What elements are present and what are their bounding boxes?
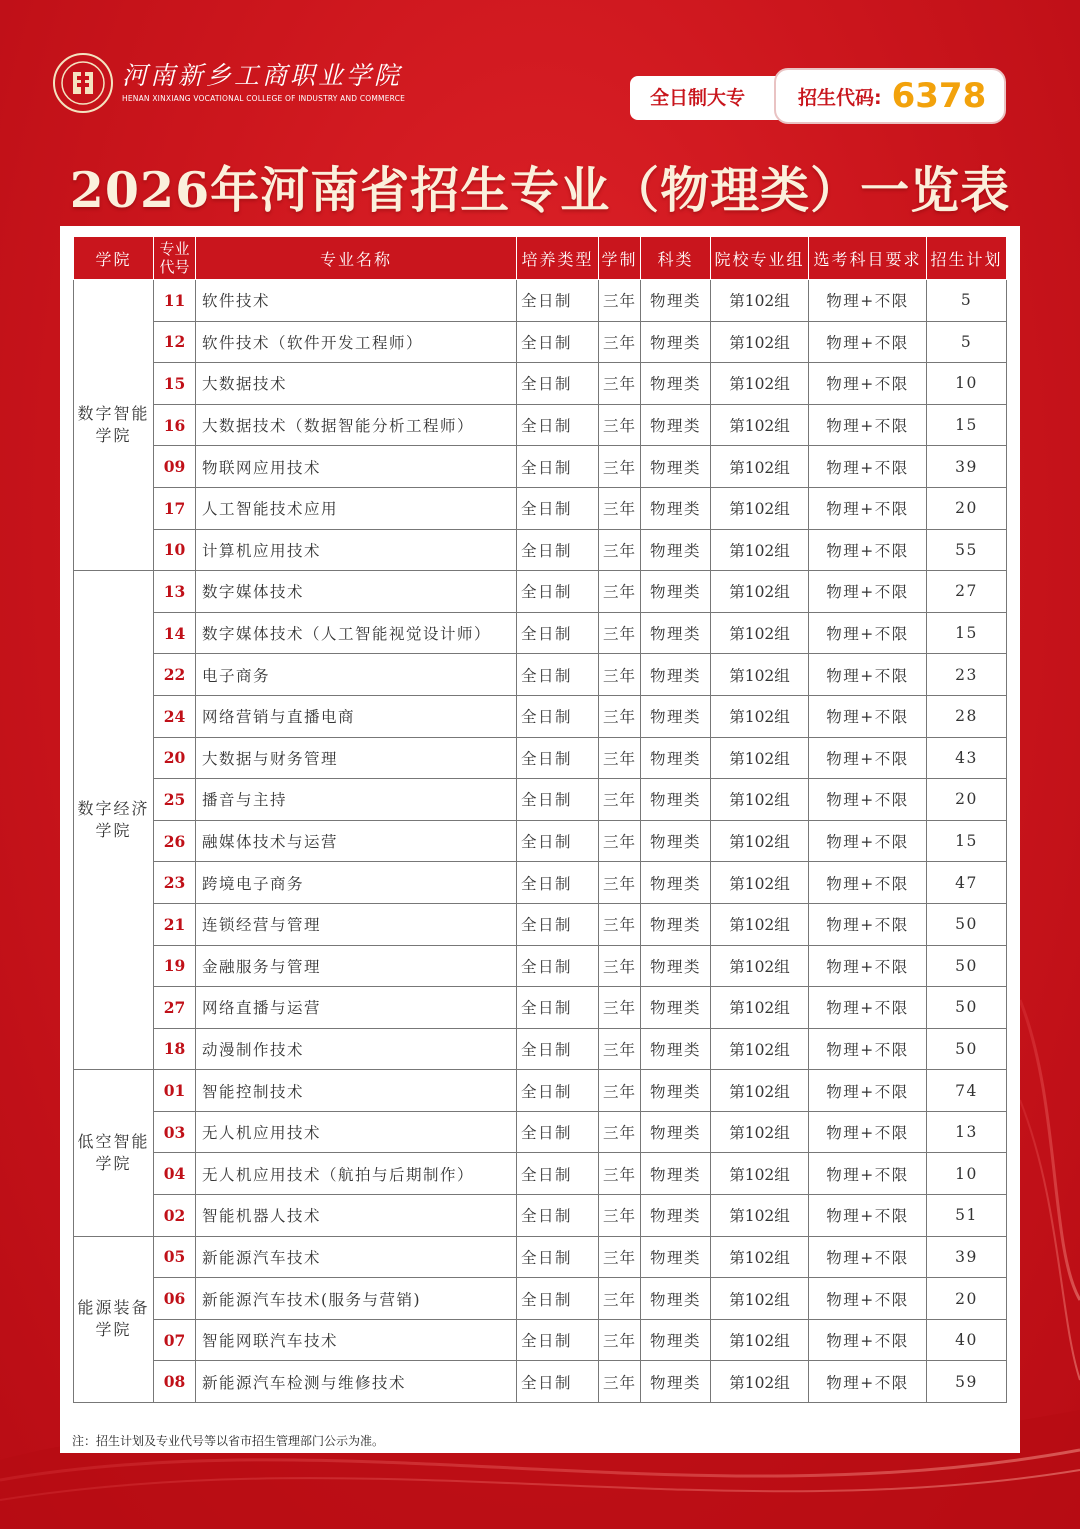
major-name-cell: 连锁经营与管理 [196,903,517,945]
duration-cell: 三年 [599,487,641,529]
subject-requirement-cell: 物理+不限 [809,1028,927,1070]
major-group-cell: 第102组 [711,1361,809,1403]
major-code-cell: 16 [154,404,196,446]
subject-category-cell: 物理类 [641,404,711,446]
major-code-cell: 05 [154,1236,196,1278]
major-group-cell: 第102组 [711,862,809,904]
subject-category-cell: 物理类 [641,903,711,945]
duration-cell: 三年 [599,280,641,322]
major-code-cell: 19 [154,945,196,987]
enrollment-plan-cell: 20 [927,779,1007,821]
subject-requirement-cell: 物理+不限 [809,487,927,529]
enrollment-plan-cell: 74 [927,1070,1007,1112]
major-code-cell: 08 [154,1361,196,1403]
subject-requirement-cell: 物理+不限 [809,446,927,488]
table-row [74,571,1007,613]
subject-category-cell: 物理类 [641,945,711,987]
subject-requirement-cell: 物理+不限 [809,1153,927,1195]
major-code-cell: 13 [154,571,196,613]
major-name-cell: 智能网联汽车技术 [196,1319,517,1361]
major-group-cell: 第102组 [711,695,809,737]
subject-requirement-cell: 物理+不限 [809,695,927,737]
major-group-cell: 第102组 [711,945,809,987]
subject-category-cell: 物理类 [641,1070,711,1112]
major-name-cell: 计算机应用技术 [196,529,517,571]
training-type-cell: 全日制 [517,529,599,571]
major-group-cell: 第102组 [711,1070,809,1112]
subject-category-cell: 物理类 [641,1153,711,1195]
major-code-cell: 23 [154,862,196,904]
table-row [74,695,1007,737]
major-group-cell: 第102组 [711,1111,809,1153]
table-row [74,1319,1007,1361]
major-name-cell: 智能控制技术 [196,1070,517,1112]
major-code-cell: 01 [154,1070,196,1112]
major-code-cell: 20 [154,737,196,779]
major-code-cell: 17 [154,487,196,529]
duration-cell: 三年 [599,612,641,654]
majors-table [73,236,1007,1403]
enrollment-plan-cell: 39 [927,1236,1007,1278]
table-panel [60,226,1020,1453]
training-type-cell: 全日制 [517,1195,599,1237]
subject-requirement-cell: 物理+不限 [809,862,927,904]
subject-requirement-cell: 物理+不限 [809,404,927,446]
major-name-cell: 数字媒体技术 [196,571,517,613]
column-header: 学制 [599,237,641,280]
subject-category-cell: 物理类 [641,529,711,571]
subject-category-cell: 物理类 [641,1111,711,1153]
duration-cell: 三年 [599,363,641,405]
enrollment-plan-cell: 27 [927,571,1007,613]
major-code-cell: 02 [154,1195,196,1237]
subject-requirement-cell: 物理+不限 [809,1070,927,1112]
subject-requirement-cell: 物理+不限 [809,903,927,945]
major-code-cell: 21 [154,903,196,945]
major-code-cell: 14 [154,612,196,654]
training-type-cell: 全日制 [517,1319,599,1361]
college-cell: 低空智能 学院 [74,1070,154,1236]
major-name-cell: 物联网应用技术 [196,446,517,488]
major-name-cell: 软件技术（软件开发工程师） [196,321,517,363]
subject-category-cell: 物理类 [641,280,711,322]
duration-cell: 三年 [599,820,641,862]
subject-category-cell: 物理类 [641,1319,711,1361]
major-group-cell: 第102组 [711,487,809,529]
major-group-cell: 第102组 [711,363,809,405]
major-code-cell: 10 [154,529,196,571]
enrollment-plan-cell: 39 [927,446,1007,488]
major-group-cell: 第102组 [711,903,809,945]
major-name-cell: 智能机器人技术 [196,1195,517,1237]
training-type-cell: 全日制 [517,1278,599,1320]
major-name-cell: 网络营销与直播电商 [196,695,517,737]
training-type-cell: 全日制 [517,612,599,654]
training-type-cell: 全日制 [517,363,599,405]
subject-requirement-cell: 物理+不限 [809,737,927,779]
table-row [74,404,1007,446]
table-header-row [74,237,1007,280]
major-code-cell: 11 [154,280,196,322]
subject-category-cell: 物理类 [641,487,711,529]
major-name-cell: 融媒体技术与运营 [196,820,517,862]
enrollment-plan-cell: 5 [927,280,1007,322]
school-name-cn: 河南新乡工商职业学院 [122,61,403,90]
subject-category-cell: 物理类 [641,1278,711,1320]
table-row [74,1361,1007,1403]
major-group-cell: 第102组 [711,529,809,571]
major-group-cell: 第102组 [711,779,809,821]
subject-requirement-cell: 物理+不限 [809,321,927,363]
duration-cell: 三年 [599,529,641,571]
college-logo-icon [52,52,114,114]
duration-cell: 三年 [599,1111,641,1153]
enrollment-type-badge: 全日制大专 [630,76,830,120]
major-group-cell: 第102组 [711,404,809,446]
major-name-cell: 大数据与财务管理 [196,737,517,779]
major-group-cell: 第102组 [711,1153,809,1195]
major-name-cell: 大数据技术 [196,363,517,405]
column-header: 专业名称 [196,237,517,280]
duration-cell: 三年 [599,1195,641,1237]
subject-requirement-cell: 物理+不限 [809,654,927,696]
subject-category-cell: 物理类 [641,737,711,779]
duration-cell: 三年 [599,571,641,613]
subject-category-cell: 物理类 [641,862,711,904]
training-type-cell: 全日制 [517,945,599,987]
subject-requirement-cell: 物理+不限 [809,945,927,987]
training-type-cell: 全日制 [517,1153,599,1195]
training-type-cell: 全日制 [517,1111,599,1153]
subject-category-cell: 物理类 [641,1195,711,1237]
enrollment-plan-cell: 47 [927,862,1007,904]
table-row [74,903,1007,945]
table-row [74,1070,1007,1112]
column-header: 院校专业组 [711,237,809,280]
training-type-cell: 全日制 [517,1070,599,1112]
subject-category-cell: 物理类 [641,571,711,613]
training-type-cell: 全日制 [517,903,599,945]
enrollment-plan-cell: 40 [927,1319,1007,1361]
table-row [74,363,1007,405]
duration-cell: 三年 [599,1070,641,1112]
table-row [74,1236,1007,1278]
major-name-cell: 新能源汽车检测与维修技术 [196,1361,517,1403]
table-row [74,446,1007,488]
major-group-cell: 第102组 [711,571,809,613]
enrollment-plan-cell: 59 [927,1361,1007,1403]
major-group-cell: 第102组 [711,612,809,654]
subject-requirement-cell: 物理+不限 [809,571,927,613]
duration-cell: 三年 [599,654,641,696]
enrollment-plan-cell: 20 [927,1278,1007,1320]
training-type-cell: 全日制 [517,695,599,737]
subject-requirement-cell: 物理+不限 [809,987,927,1029]
major-code-cell: 22 [154,654,196,696]
column-header: 选考科目要求 [809,237,927,280]
duration-cell: 三年 [599,446,641,488]
major-group-cell: 第102组 [711,1195,809,1237]
college-cell: 能源装备 学院 [74,1236,154,1402]
major-code-cell: 24 [154,695,196,737]
major-name-cell: 数字媒体技术（人工智能视觉设计师） [196,612,517,654]
subject-category-cell: 物理类 [641,612,711,654]
major-code-cell: 07 [154,1319,196,1361]
major-group-cell: 第102组 [711,446,809,488]
major-group-cell: 第102组 [711,321,809,363]
column-header: 培养类型 [517,237,599,280]
enrollment-plan-cell: 10 [927,1153,1007,1195]
subject-category-cell: 物理类 [641,987,711,1029]
table-row [74,487,1007,529]
enrollment-plan-cell: 13 [927,1111,1007,1153]
duration-cell: 三年 [599,1319,641,1361]
table-row [74,1028,1007,1070]
table-row [74,820,1007,862]
subject-category-cell: 物理类 [641,695,711,737]
major-name-cell: 人工智能技术应用 [196,487,517,529]
major-name-cell: 电子商务 [196,654,517,696]
major-group-cell: 第102组 [711,1236,809,1278]
enrollment-code-badge [774,68,1006,124]
enrollment-plan-cell: 10 [927,363,1007,405]
table-row [74,1153,1007,1195]
subject-requirement-cell: 物理+不限 [809,280,927,322]
duration-cell: 三年 [599,1278,641,1320]
table-row [74,862,1007,904]
major-name-cell: 金融服务与管理 [196,945,517,987]
column-header: 学院 [74,237,154,280]
major-group-cell: 第102组 [711,654,809,696]
major-code-cell: 06 [154,1278,196,1320]
enrollment-plan-cell: 50 [927,1028,1007,1070]
major-name-cell: 网络直播与运营 [196,987,517,1029]
major-code-cell: 18 [154,1028,196,1070]
table-row [74,654,1007,696]
major-name-cell: 播音与主持 [196,779,517,821]
subject-requirement-cell: 物理+不限 [809,1111,927,1153]
column-header: 招生计划 [927,237,1007,280]
table-row [74,945,1007,987]
training-type-cell: 全日制 [517,280,599,322]
subject-requirement-cell: 物理+不限 [809,1361,927,1403]
subject-requirement-cell: 物理+不限 [809,612,927,654]
major-name-cell: 无人机应用技术 [196,1111,517,1153]
subject-requirement-cell: 物理+不限 [809,779,927,821]
training-type-cell: 全日制 [517,404,599,446]
enrollment-plan-cell: 28 [927,695,1007,737]
table-row [74,737,1007,779]
duration-cell: 三年 [599,1361,641,1403]
enrollment-code-label: 招生代码: [798,86,882,109]
subject-requirement-cell: 物理+不限 [809,1278,927,1320]
duration-cell: 三年 [599,1028,641,1070]
column-header: 科类 [641,237,711,280]
table-row [74,987,1007,1029]
subject-requirement-cell: 物理+不限 [809,1319,927,1361]
enrollment-code-value: 6378 [891,76,987,116]
enrollment-plan-cell: 50 [927,987,1007,1029]
enrollment-plan-cell: 23 [927,654,1007,696]
enrollment-plan-cell: 51 [927,1195,1007,1237]
major-code-cell: 09 [154,446,196,488]
duration-cell: 三年 [599,1153,641,1195]
duration-cell: 三年 [599,321,641,363]
duration-cell: 三年 [599,987,641,1029]
enrollment-plan-cell: 20 [927,487,1007,529]
enrollment-plan-cell: 50 [927,945,1007,987]
duration-cell: 三年 [599,695,641,737]
subject-category-cell: 物理类 [641,1361,711,1403]
training-type-cell: 全日制 [517,1028,599,1070]
major-group-cell: 第102组 [711,1319,809,1361]
major-name-cell: 跨境电子商务 [196,862,517,904]
training-type-cell: 全日制 [517,1361,599,1403]
duration-cell: 三年 [599,1236,641,1278]
table-row [74,321,1007,363]
subject-category-cell: 物理类 [641,779,711,821]
major-group-cell: 第102组 [711,820,809,862]
training-type-cell: 全日制 [517,654,599,696]
column-header: 专业 代号 [154,237,196,280]
training-type-cell: 全日制 [517,820,599,862]
major-name-cell: 无人机应用技术（航拍与后期制作） [196,1153,517,1195]
enrollment-plan-cell: 43 [927,737,1007,779]
table-row [74,1195,1007,1237]
footnote: 注：招生计划及专业代号等以省市招生管理部门公示为准。 [72,1434,385,1448]
subject-category-cell: 物理类 [641,654,711,696]
subject-category-cell: 物理类 [641,363,711,405]
subject-category-cell: 物理类 [641,1236,711,1278]
major-name-cell: 大数据技术（数据智能分析工程师） [196,404,517,446]
training-type-cell: 全日制 [517,779,599,821]
training-type-cell: 全日制 [517,446,599,488]
major-code-cell: 04 [154,1153,196,1195]
major-group-cell: 第102组 [711,987,809,1029]
table-row [74,612,1007,654]
subject-requirement-cell: 物理+不限 [809,529,927,571]
major-name-cell: 软件技术 [196,280,517,322]
training-type-cell: 全日制 [517,737,599,779]
major-group-cell: 第102组 [711,280,809,322]
subject-requirement-cell: 物理+不限 [809,820,927,862]
major-name-cell: 新能源汽车技术 [196,1236,517,1278]
subject-category-cell: 物理类 [641,820,711,862]
major-name-cell: 新能源汽车技术(服务与营销) [196,1278,517,1320]
major-code-cell: 03 [154,1111,196,1153]
duration-cell: 三年 [599,737,641,779]
enrollment-plan-cell: 15 [927,404,1007,446]
training-type-cell: 全日制 [517,1236,599,1278]
subject-requirement-cell: 物理+不限 [809,1195,927,1237]
duration-cell: 三年 [599,862,641,904]
major-code-cell: 27 [154,987,196,1029]
enrollment-plan-cell: 5 [927,321,1007,363]
training-type-cell: 全日制 [517,987,599,1029]
duration-cell: 三年 [599,903,641,945]
major-group-cell: 第102组 [711,1028,809,1070]
subject-category-cell: 物理类 [641,446,711,488]
school-name-en: HENAN XINXIANG VOCATIONAL COLLEGE OF INDUSTRY AND COMMERCE [122,94,406,103]
table-row [74,529,1007,571]
duration-cell: 三年 [599,779,641,821]
table-row [74,1278,1007,1320]
subject-category-cell: 物理类 [641,1028,711,1070]
table-row [74,1111,1007,1153]
table-row [74,280,1007,322]
enrollment-plan-cell: 15 [927,612,1007,654]
training-type-cell: 全日制 [517,321,599,363]
enrollment-plan-cell: 50 [927,903,1007,945]
college-cell: 数字智能 学院 [74,280,154,571]
duration-cell: 三年 [599,404,641,446]
major-code-cell: 15 [154,363,196,405]
major-name-cell: 动漫制作技术 [196,1028,517,1070]
table-row [74,779,1007,821]
major-code-cell: 26 [154,820,196,862]
subject-requirement-cell: 物理+不限 [809,363,927,405]
college-cell: 数字经济 学院 [74,571,154,1070]
duration-cell: 三年 [599,945,641,987]
training-type-cell: 全日制 [517,487,599,529]
training-type-cell: 全日制 [517,862,599,904]
enrollment-plan-cell: 55 [927,529,1007,571]
page-title: 2026年河南省招生专业（物理类）一览表 [69,161,1011,219]
major-group-cell: 第102组 [711,737,809,779]
training-type-cell: 全日制 [517,571,599,613]
subject-requirement-cell: 物理+不限 [809,1236,927,1278]
major-code-cell: 12 [154,321,196,363]
major-group-cell: 第102组 [711,1278,809,1320]
major-code-cell: 25 [154,779,196,821]
enrollment-plan-cell: 15 [927,820,1007,862]
subject-category-cell: 物理类 [641,321,711,363]
